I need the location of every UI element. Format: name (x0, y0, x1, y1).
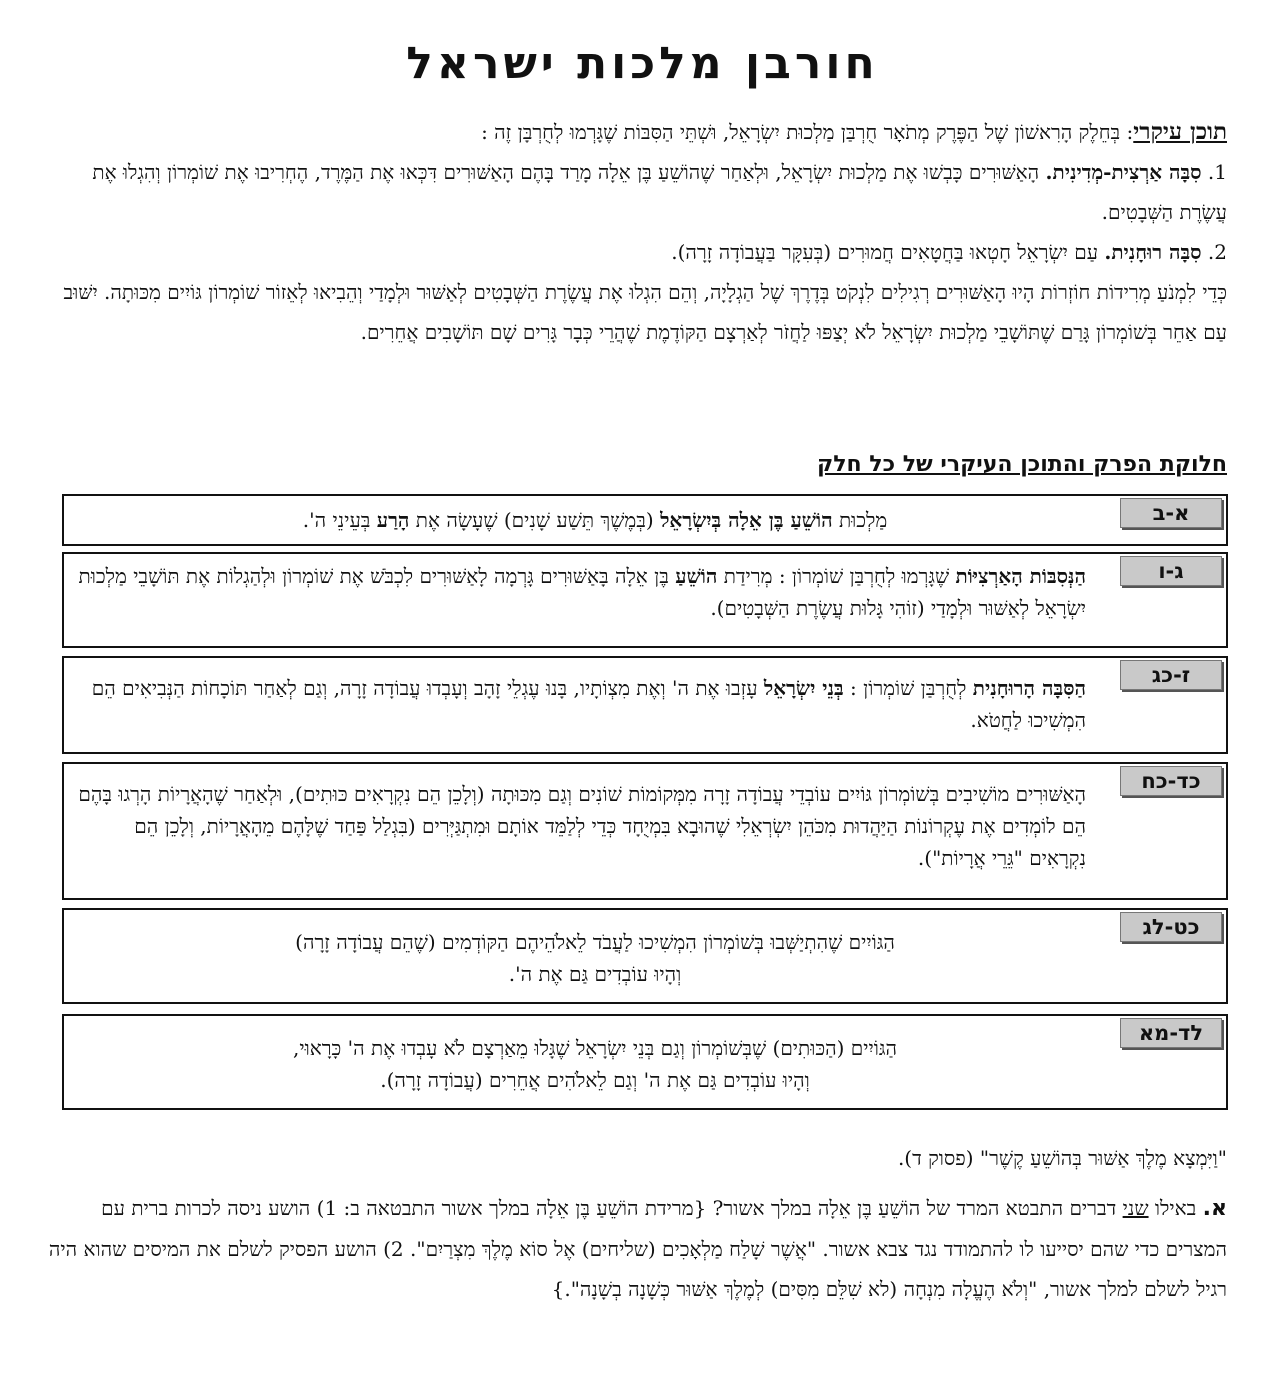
question-letter: א. (1202, 1196, 1227, 1221)
reason-1-title: סִבָּה אַרְצִית-מְדִינִית. (1045, 160, 1202, 184)
section-box (62, 656, 1228, 754)
section-text-line: הַגּוֹיִים שֶׁהִתְיַשְּׁבוּ בְּשׁוֹמְרוֹן הִמְשִׁיכוּ לַעֲבֹד לֵאלֹהֵיהֶם הַקּוֹדְמִים (שֶׁהֵם עֲבוֹדָה זָרָה) (295, 930, 895, 954)
section-text-part: בֶּן אֵלָה בָּאַשּׁוּרִים גָּרְמָה לָאַשּׁוּרִים לִכְבֹּשׁ אֶת שׁוֹמְרוֹן וּלְהַגְלוֹת אֶת תּוֹשָׁבֵי מַלְכוּת יִשְׂרָאֵל לְאַשּׁוּר וּלְמָדַי (זוֹהִי גָּלוּת עֲשֶׂרֶת הַשְּׁבָטִים). (78, 564, 1086, 620)
section-box (62, 494, 1228, 546)
intro-lead-text: : בְּחֵלֶק הָרִאשׁוֹן שֶׁל הַפֶּרֶק מְתֹאָר חֻרְבַּן מַלְכוּת יִשְׂרָאֵל, וּשְׁתֵּי הַסִּבּוֹת שֶׁגָּרְמוּ לְחֻרְבָּן זֶה : (481, 120, 1134, 144)
section-box (62, 552, 1228, 648)
reason-2-text: עַם יִשְׂרָאֵל חָטְאוּ בַּחֲטָאִים חֲמוּרִים (בְּעִקָּר בַּעֲבוֹדָה זָרָה). (671, 240, 1099, 264)
section-text-part: לְחֻרְבַּן שׁוֹמְרוֹן : (850, 676, 967, 700)
question-answer: {מרידת הוֹשֵׁעַ בֶּן אֵלָה במלך אשור התבטאה ב: 1) הושע ניסה לכרות ברית עם המצרים כדי שהם יסייעו לו להתמודד נגד צבא אשור. "אֲשֶׁר שָׁלַח מַלְאָכִים (שליחים) אֶל סוֹא מֶלֶךְ מִצְרַיִם". 2) הושע הפסיק לשלם את המיסים שהוא היה רגיל לשלם למלך אשור, "וְלֹא הֶעֱלָה מִנְחָה (לא שִׁלֵּם מִסִּים) לְמֶלֶךְ אַשּׁוּר כְּשָׁנָה בְשָׁנָה".} (48, 1196, 1227, 1301)
section-box (62, 908, 1228, 1004)
section-box (62, 762, 1228, 900)
section-text-bold: הוֹשֵׁעַ בֶּן אֵלָה בְּיִשְׂרָאֵל (660, 508, 833, 532)
page-title: חורבן מלכות ישראל (406, 38, 879, 89)
section-label: כט-לג (1120, 912, 1222, 942)
section-box (62, 1014, 1228, 1110)
section-label: ג-ו (1120, 556, 1222, 586)
reason-1-text: הָאַשּׁוּרִים כָּבְשׁוּ אֶת מַלְכוּת יִשְׂרָאֵל, וּלְאַחַר שֶׁהוֹשֵׁעַ בֶּן אֵלָה מָרַד בָּהֶם הָאַשּׁוּרִים דִּכְּאוּ אֶת הַמֶּרֶד, הֶחְרִיבוּ אֶת שׁוֹמְרוֹן וְהִגְלוּ אֶת עֲשֶׂרֶת הַשְּׁבָטִים. (92, 160, 1227, 224)
section-text-bold: הַנְּסִבּוֹת הָאַרְצִיּוֹת (955, 564, 1086, 588)
section-text (94, 504, 1096, 536)
section-label: כד-כח (1120, 766, 1222, 796)
reason-2-title: סִבָּה רוּחָנִית. (1104, 240, 1202, 264)
section-label: לד-מא (1120, 1018, 1222, 1048)
section-label: ז-כג (1120, 660, 1222, 690)
section-text-part: (בְּמֶשֶׁךְ תֵּשַׁע שָׁנִים) שֶׁעָשָׂה אֶת (415, 508, 654, 532)
section-text-line: וְהָיוּ עוֹבְדִים גַּם אֶת ה' וְגַם לֵאלֹהִים אֲחֵרִים (עֲבוֹדָה זָרָה). (380, 1068, 810, 1092)
verse-quote: "וַיִּמְצָא מֶלֶךְ אַשּׁוּר בְּהוֹשֵׁעַ קֶשֶׁר" (פסוק ד). (897, 1146, 1227, 1170)
question-underlined: שני (1122, 1196, 1149, 1220)
section-label: א-ב (1120, 498, 1222, 528)
reason-1-number: 1. (1207, 160, 1227, 184)
question-block (40, 1188, 1227, 1309)
section-text: הָאַשּׁוּרִים מוֹשִׁיבִים בְּשׁוֹמְרוֹן גּוֹיִים עוֹבְדֵי עֲבוֹדָה זָרָה מִמְּקוֹמוֹת שׁוֹנִים וְגַם מִכּוּתָה (וְלָכֵן הֵם נִקְרָאִים כּוּתִים), וּלְאַחַר שֶׁהָאֲרָיוֹת הָרְגוּ בָּהֶם הֵם לוֹמְדִים אֶת עֶקְרוֹנוֹת הַיַּהֲדוּת מִכֹּהֵן יִשְׂרְאֵלִי שֶׁהוּבָא בִּמְיֻחָד כְּדֵי לְלַמֵּד אוֹתָם וּמִתְגַּיְּרִים (בִּגְלַל פַּחַד שֶׁלָּהֶם מֵהָאֲרָיוֹת, וְלָכֵן הֵם נִקְרָאִים "גֵּרֵי אֲרָיוֹת"). (78, 782, 1086, 870)
intro-lead (40, 112, 1227, 152)
section-text (94, 1032, 1096, 1096)
section-heading: חלוקת הפרק והתוכן העיקרי של כל חלק (817, 452, 1227, 477)
reason-item-2 (40, 232, 1227, 272)
section-text-bold: הַסִּבָּה הָרוּחָנִית (972, 676, 1086, 700)
section-text (78, 672, 1086, 736)
section-text-bold: בְּנֵי יִשְׂרָאֵל (763, 676, 844, 700)
intro-section (40, 112, 1227, 352)
section-text-part: עָזְבוּ אֶת ה' וְאֶת מִצְוֹתָיו, בָּנוּ עֶגְלֵי זָהָב וְעָבְדוּ עֲבוֹדָה זָרָה, וְגַם לְאַחַר תּוֹכָחוֹת הַנְּבִיאִים הֵם הִמְשִׁיכוּ לַחֲטֹא. (91, 676, 1086, 732)
section-text-bold: הוֹשֵׁעַ (675, 564, 718, 588)
section-text (94, 926, 1096, 990)
section-text-part: בְּעֵינֵי ה'. (302, 508, 371, 532)
section-text (78, 560, 1086, 624)
main-content-label: תוכן עיקרי (1133, 118, 1227, 145)
section-text-part: שֶׁגָּרְמוּ לְחֻרְבַּן שׁוֹמְרוֹן : מְרִידַת (723, 564, 950, 588)
question-text: דברים התבטא המרד של הוֹשֵׁעַ בֶּן אֵלָה במלך אשור? (712, 1196, 1117, 1220)
section-text-bold: הָרַע (376, 508, 410, 532)
question-pre: באילו (1154, 1196, 1197, 1220)
intro-paragraph: כְּדֵי לִמְנֹעַ מְרִידוֹת חוֹזְרוֹת הָיוּ הָאַשּׁוּרִים רְגִילִים לִנְקֹט בְּדֶרֶךְ שֶׁל הַגְלָיָה, וְהֵם הִגְלוּ אֶת עֲשֶׂרֶת הַשְּׁבָטִים לְאַשּׁוּר וּלְמָדַי וְהֵבִיאוּ לְאֵזוֹר שׁוֹמְרוֹן גּוֹיִים מִכּוּתָה. יִשּׁוּב עַם אַחֵר בְּשׁוֹמְרוֹן גָּרַם שֶׁתּוֹשָׁבֵי מַלְכוּת יִשְׂרָאֵל לֹא יְצַפּוּ לַחֲזֹר לְאַרְצָם הַקּוֹדֶמֶת שֶׁהֲרֵי כְּבָר גָּרִים שָׁם תּוֹשָׁבִים אֲחֵרִים. (63, 280, 1227, 344)
reason-item-1 (40, 152, 1227, 232)
section-text-line: וְהָיוּ עוֹבְדִים גַּם אֶת ה'. (508, 962, 682, 986)
section-text-line: הַגּוֹיִים (הַכּוּתִים) שֶׁבְּשׁוֹמְרוֹן וְגַם בְּנֵי יִשְׂרָאֵל שֶׁגָּלוּ מֵאַרְצָם לֹא עָבְדוּ אֶת ה' כָּרָאוּי, (293, 1036, 897, 1060)
reason-2-number: 2. (1207, 240, 1227, 264)
section-text-part: מַלְכוּת (838, 508, 888, 532)
